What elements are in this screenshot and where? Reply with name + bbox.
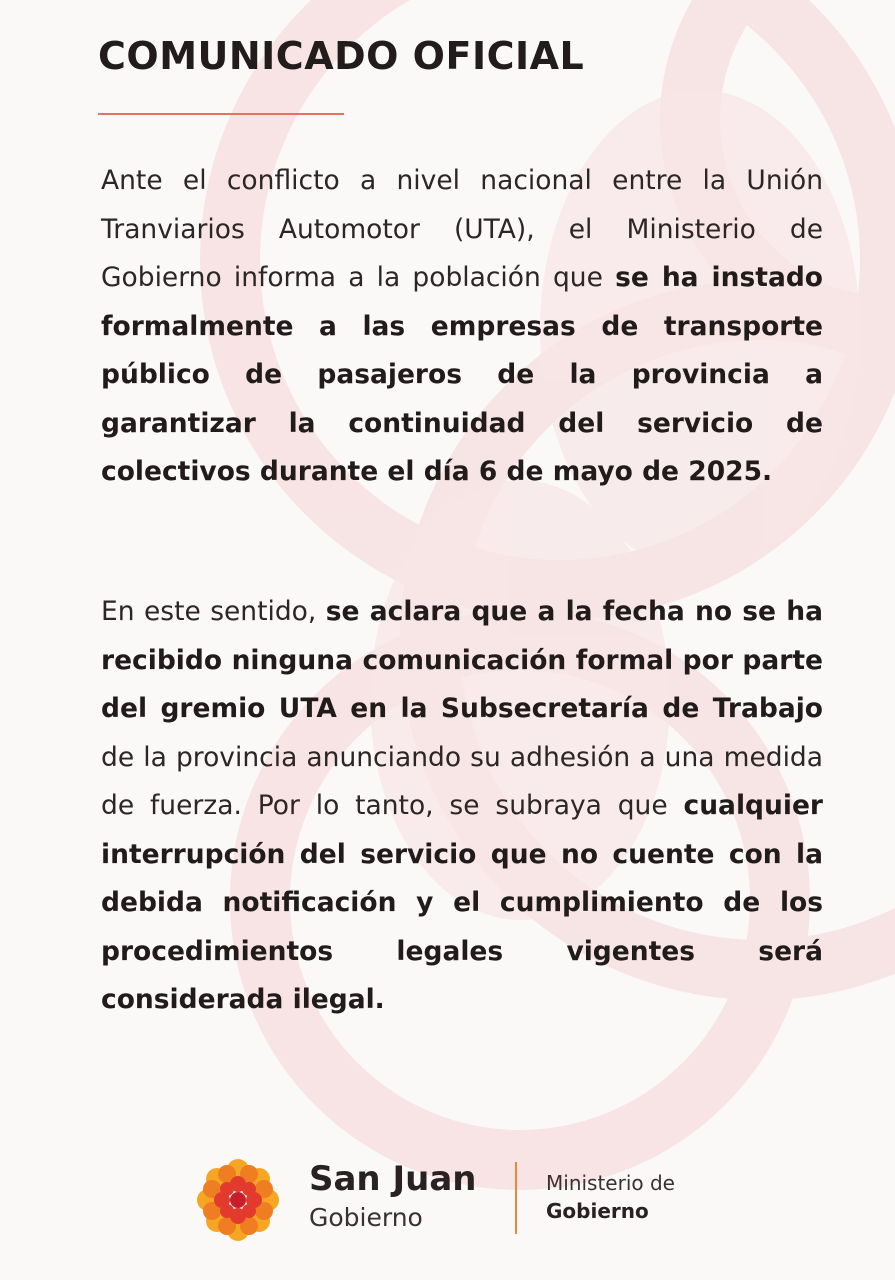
page-title: COMUNICADO OFICIAL [98, 34, 585, 78]
san-juan-flower-icon [196, 1158, 280, 1242]
paragraph-1 [101, 157, 823, 497]
paragraph-2-bold-text-b: cualquier interrupción del servicio que no cuente con la debida notificación y el cumplimiento de los procedimientos legales vigentes será considerada ilegal. [101, 790, 823, 1015]
paragraph-2-text-b: de la provincia anunciando su adhesión a una medida de fuerza. Por lo tanto, se subraya que [101, 741, 823, 821]
paragraph-1-text: Ante el conflicto a nivel nacional entre la Unión Tranviarios Automotor (UTA), el Ministerio de Gobierno informa a la población que [101, 165, 823, 293]
ministry-name: Gobierno [546, 1199, 649, 1223]
paragraph-1-bold-text: se ha instado formalmente a las empresas de transporte público de pasajeros de la provincia a garantizar la continuidad del servicio de colectivos durante el día 6 de mayo de 2025. [101, 262, 823, 487]
paragraph-2-bold-text-a: se aclara que a la fecha no se ha recibido ninguna comunicación formal por parte del gremio UTA en la Subsecretaría de Trabajo [101, 596, 824, 724]
brand-name: San Juan [309, 1159, 477, 1199]
ministry-label: Ministerio de [546, 1171, 675, 1195]
paragraph-2 [101, 588, 823, 1025]
brand-subtitle: Gobierno [309, 1203, 423, 1232]
title-underline [98, 113, 344, 115]
footer-divider [515, 1162, 517, 1234]
paragraph-2-text-a: En este sentido, [101, 596, 326, 627]
